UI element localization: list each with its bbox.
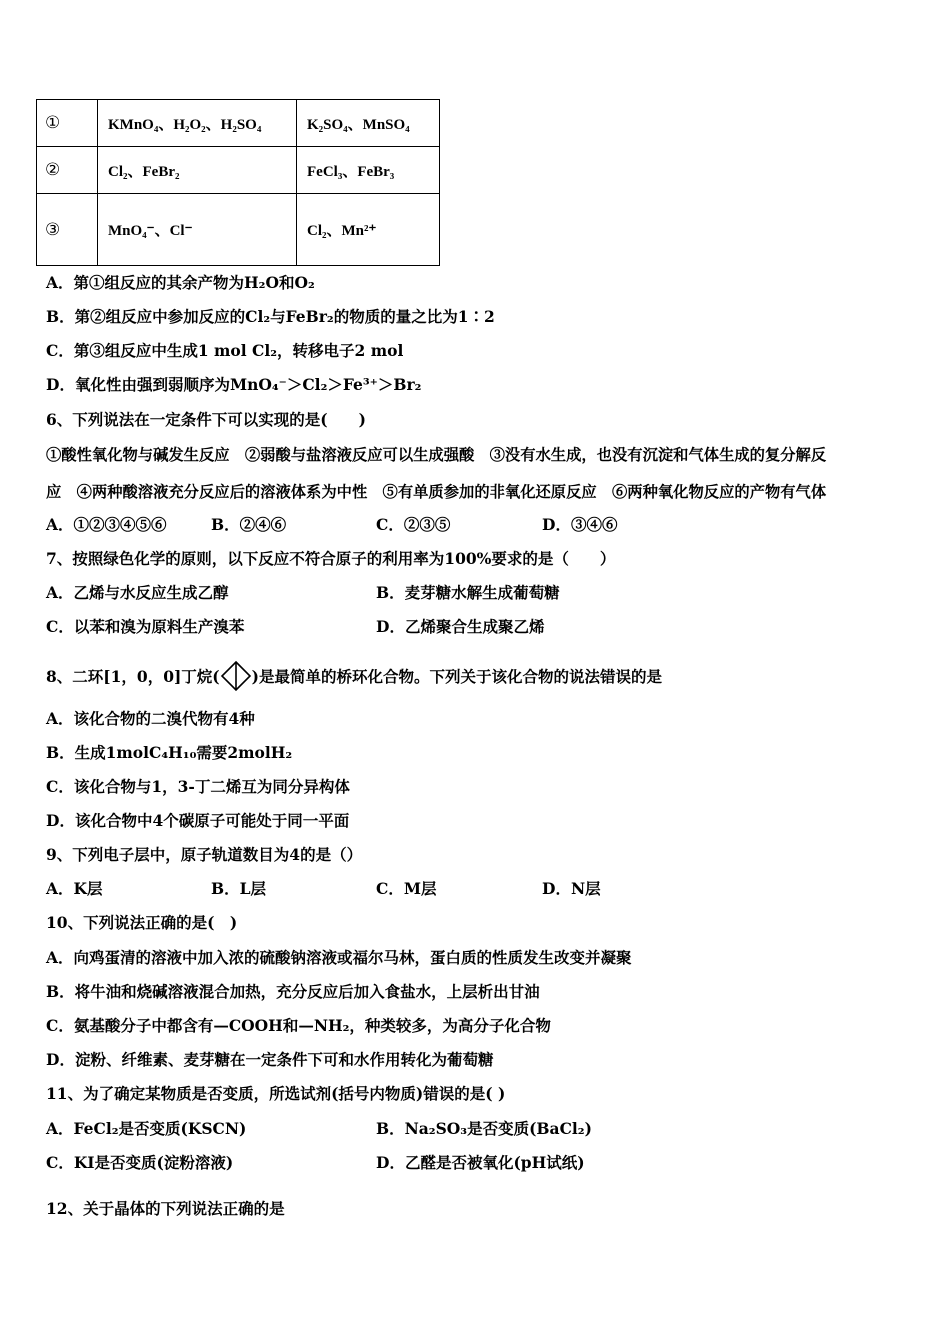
q6-stem: 6、下列说法在一定条件下可以实现的是( )	[46, 410, 366, 429]
reactants-cell: Cl₂、FeBr₂	[98, 147, 297, 194]
reaction-table	[36, 99, 440, 266]
bicyclobutane-structure-icon	[220, 660, 252, 692]
q11-option-c: C．KI是否变质(淀粉溶液)	[46, 1153, 234, 1172]
row-number: ①	[37, 100, 98, 147]
q12-stem: 12、关于晶体的下列说法正确的是	[46, 1199, 285, 1218]
q7-option-d: D．乙烯聚合生成聚乙烯	[376, 617, 545, 636]
q8-option-a: A．该化合物的二溴代物有4种	[46, 709, 255, 728]
q8-stem	[46, 660, 662, 692]
q10-stem: 10、下列说法正确的是( )	[46, 913, 238, 932]
table-row	[37, 100, 440, 147]
products-cell: K₂SO₄、MnSO₄	[297, 100, 440, 147]
q10-option-c: C．氨基酸分子中都含有—COOH和—NH₂，种类较多，为高分子化合物	[46, 1016, 551, 1035]
q11-stem: 11、为了确定某物质是否变质，所选试剂(括号内物质)错误的是( )	[46, 1084, 506, 1103]
q9-option-a: A．K层	[46, 879, 103, 898]
q5-option-d: D．氧化性由强到弱顺序为MnO₄⁻＞Cl₂＞Fe³⁺＞Br₂	[46, 375, 422, 394]
row-number: ③	[37, 194, 98, 266]
q8-stem-end: )是最简单的桥环化合物。下列关于该化合物的说法错误的是	[251, 667, 662, 686]
q6-statement-line-1: ①酸性氧化物与碱发生反应 ②弱酸与盐溶液反应可以生成强酸 ③没有水生成，也没有沉淀和气体生成的复分解反	[46, 446, 827, 464]
table-row	[37, 147, 440, 194]
q8-stem-start: 8、二环[1，0，0]丁烷(	[46, 667, 220, 686]
q6-option-a: A．①②③④⑤⑥	[46, 515, 167, 534]
q11-option-d: D．乙醛是否被氧化(pH试纸)	[376, 1153, 585, 1172]
q10-option-a: A．向鸡蛋清的溶液中加入浓的硫酸钠溶液或福尔马林，蛋白质的性质发生改变并凝聚	[46, 948, 632, 967]
q6-option-c: C．②③⑤	[376, 515, 451, 534]
q7-option-b: B．麦芽糖水解生成葡萄糖	[376, 583, 560, 602]
q5-option-b: B．第②组反应中参加反应的Cl₂与FeBr₂的物质的量之比为1∶2	[46, 307, 495, 326]
q9-option-d: D．N层	[542, 879, 601, 898]
q11-option-a: A．FeCl₂是否变质(KSCN)	[46, 1119, 247, 1138]
q6-statement-line-2: 应 ④两种酸溶液充分反应后的溶液体系为中性 ⑤有单质参加的非氧化还原反应 ⑥两种氧化物反应的产物有气体	[46, 483, 827, 501]
q8-option-c: C．该化合物与1，3-丁二烯互为同分异构体	[46, 777, 350, 796]
q5-option-a: A．第①组反应的其余产物为H₂O和O₂	[46, 273, 315, 292]
q9-option-b: B．L层	[211, 879, 266, 898]
table-row	[37, 194, 440, 266]
q6-option-d: D．③④⑥	[542, 515, 618, 534]
q7-stem: 7、按照绿色化学的原则，以下反应不符合原子的利用率为100%要求的是（ ）	[46, 549, 616, 568]
reactants-cell: KMnO₄、H₂O₂、H₂SO₄	[98, 100, 297, 147]
q9-option-c: C．M层	[376, 879, 437, 898]
q10-option-b: B．将牛油和烧碱溶液混合加热，充分反应后加入食盐水，上层析出甘油	[46, 982, 540, 1001]
q7-option-c: C．以苯和溴为原料生产溴苯	[46, 617, 245, 636]
row-number: ②	[37, 147, 98, 194]
q8-option-b: B．生成1molC₄H₁₀需要2molH₂	[46, 743, 293, 762]
q5-option-c: C．第③组反应中生成1 mol Cl₂，转移电子2 mol	[46, 341, 404, 360]
q11-option-b: B．Na₂SO₃是否变质(BaCl₂)	[376, 1119, 592, 1138]
reactants-cell: MnO₄⁻、Cl⁻	[98, 194, 297, 266]
q8-option-d: D．该化合物中4个碳原子可能处于同一平面	[46, 811, 350, 830]
q7-option-a: A．乙烯与水反应生成乙醇	[46, 583, 229, 602]
q10-option-d: D．淀粉、纤维素、麦芽糖在一定条件下可和水作用转化为葡萄糖	[46, 1050, 494, 1069]
products-cell: Cl₂、Mn²⁺	[297, 194, 440, 266]
products-cell: FeCl₃、FeBr₃	[297, 147, 440, 194]
q9-stem: 9、下列电子层中，原子轨道数目为4的是（）	[46, 845, 363, 864]
q6-option-b: B．②④⑥	[211, 515, 287, 534]
